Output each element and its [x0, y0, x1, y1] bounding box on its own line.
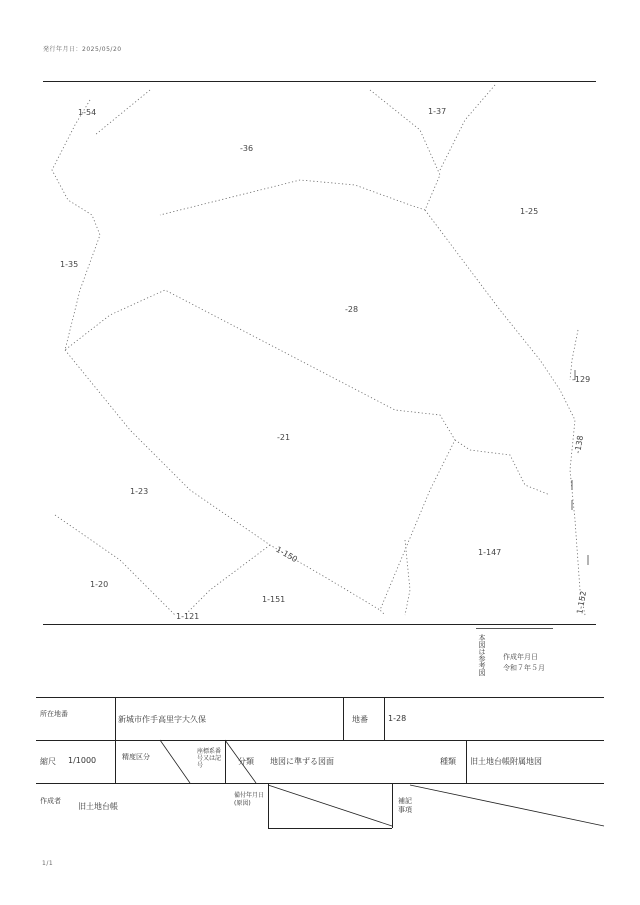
void-diagonal — [160, 740, 190, 783]
parcel-label: 1-23 — [130, 487, 149, 496]
side-note-line2: 令和７年５月 — [503, 664, 545, 672]
chiban-value: 1-28 — [388, 714, 407, 723]
type-label: 種類 — [440, 757, 456, 766]
parcel-label: 1-20 — [90, 580, 109, 589]
parcel-label: 1-35 — [60, 260, 79, 269]
precision-label: 精度区分 — [122, 753, 150, 761]
parcel-label: -36 — [240, 144, 254, 153]
parcel-label: 1-151 — [262, 595, 286, 604]
parcel-label: 1-25 — [520, 207, 539, 216]
scale-value: 1/1000 — [68, 756, 97, 765]
location-label: 所在地番 — [40, 710, 68, 718]
page-number: 1/1 — [42, 860, 54, 867]
parcel-label: -28 — [345, 305, 359, 314]
date-label: 備付年月日(原図) — [234, 792, 265, 807]
requester-label: 作成者 — [40, 797, 61, 805]
map-label: 分類 — [238, 757, 254, 766]
parcel-label: 1-121 — [176, 612, 200, 621]
void-diagonal — [268, 785, 392, 826]
location-value: 新城市作手高里字大久保 — [118, 715, 206, 724]
map-value: 地図に準ずる図面 — [270, 757, 334, 766]
parcel-label: 1-152 — [575, 590, 589, 615]
remarks-label: 補記事項 — [398, 797, 412, 814]
parcel-label: 1-147 — [478, 548, 502, 557]
requester-value: 旧土地台帳 — [78, 802, 118, 811]
type-value: 旧土地台帳附属地図 — [470, 757, 542, 766]
parcel-label: 1-150 — [274, 544, 299, 565]
parcel-label: -138 — [573, 434, 586, 455]
void-diagonal — [410, 785, 604, 826]
side-note-line1: 作成年月日 — [503, 653, 538, 661]
parcel-label: -129 — [572, 375, 591, 384]
side-note-vertical: 本図は参考図 — [478, 634, 486, 676]
coord-label: 座標系番号又は記号 — [197, 748, 222, 769]
print-date: 発行年月日：2025/05/20 — [43, 46, 122, 53]
chiban-label: 地番 — [352, 715, 368, 724]
parcel-label: 1-37 — [428, 107, 447, 116]
parcel-label: -21 — [277, 433, 291, 442]
scale-label: 縮尺 — [40, 757, 56, 766]
parcel-label: 1-54 — [78, 108, 97, 117]
